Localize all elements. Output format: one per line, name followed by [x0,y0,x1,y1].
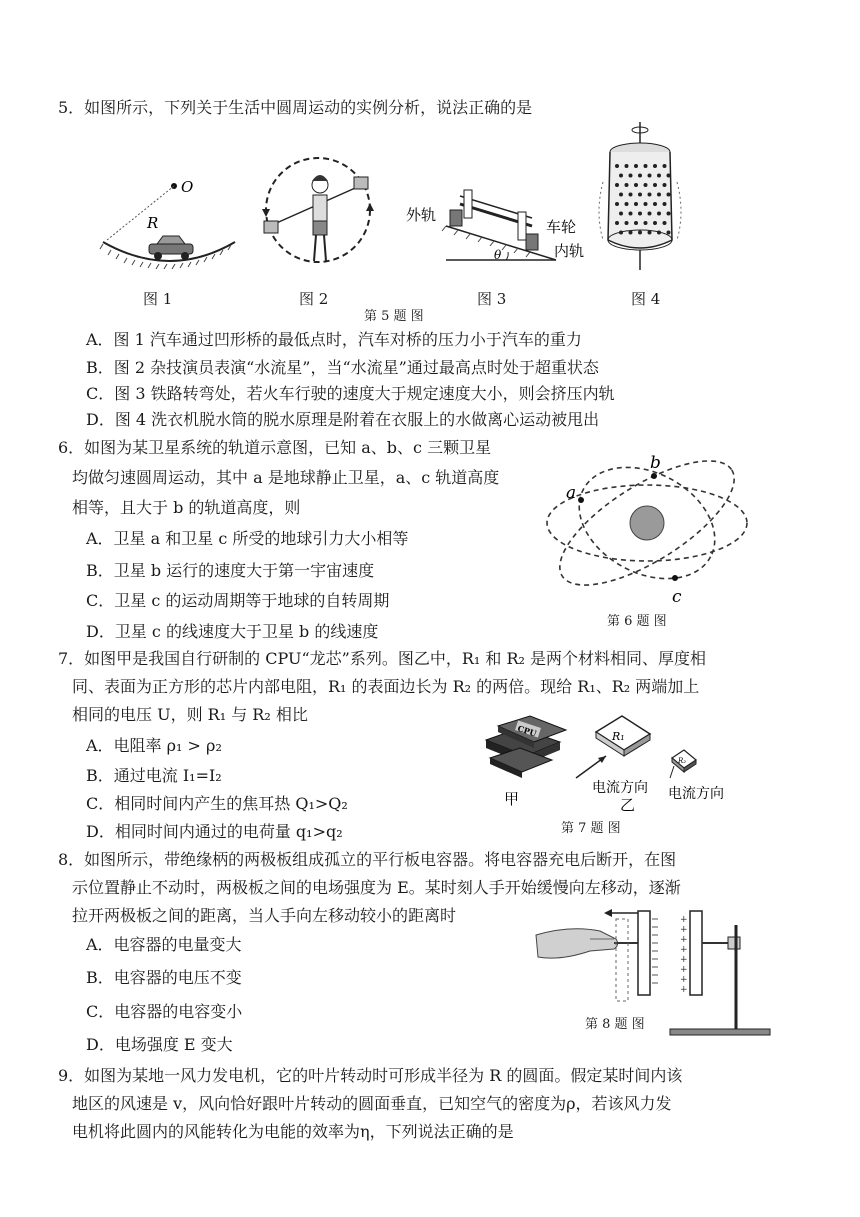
q5-option-a: A．图 1 汽车通过凹形桥的最低点时，汽车对桥的压力小于汽车的重力 [86,330,582,349]
q9-line-1: 9．如图为某地一风力发电机，它的叶片转动时可形成半径为 R 的圆面。假定某时间内该 [58,1066,683,1085]
r2-label: R₂ [678,757,687,765]
drum-hole [667,193,671,197]
q5-figure-4 [595,122,685,272]
orbit-label-b: b [650,453,661,473]
q7-option-d: D．相同时间内通过的电荷量 q₁>q₂ [86,822,343,841]
drum-hole [634,221,638,225]
performer-icon [312,175,328,261]
drum-hole [657,193,661,197]
drum-hole [644,221,648,225]
svg-text:+: + [680,925,688,935]
fig3-wheel-label: 车轮 [546,218,577,236]
cpu-chip-icon [486,716,566,778]
q6-option-a: A．卫星 a 和卫星 c 所受的地球引力大小相等 [86,529,409,548]
svg-text:+: + [680,985,688,995]
fig1-caption: 图 1 [143,290,173,308]
r2-chip-icon [672,750,696,772]
drum-hole [663,164,667,168]
drum-hole [653,221,657,225]
drum-hole [667,212,671,216]
svg-text:+: + [680,965,688,975]
drum-hole [638,193,642,197]
q6-figure-caption: 第 6 题 图 [607,614,667,629]
drum-hole [663,202,667,206]
fig2-caption: 图 2 [299,290,329,308]
drum-hole [648,193,652,197]
drum-hole [615,221,619,225]
drum-hole [619,231,623,235]
drum-hole [625,164,629,168]
drum-hole [648,231,652,235]
drum-hole [619,174,623,178]
drum-hole [629,193,633,197]
cpu-label: CPU [516,723,538,739]
q5-figure-caption: 第 5 题 图 [364,309,424,324]
drum-hole [657,174,661,178]
svg-text:+: + [680,955,688,965]
drum-hole [615,183,619,187]
fig3-caption: 图 3 [477,290,507,308]
drum-hole [619,212,623,216]
q7-line-3: 相同的电压 U，则 R₁ 与 R₂ 相比 [72,705,308,724]
drum-hole [634,164,638,168]
drum-hole [615,164,619,168]
q8-option-b: B．电容器的电压不变 [86,968,242,987]
drum-hole [648,174,652,178]
drum-hole [625,202,629,206]
q8-figure-caption: 第 8 题 图 [585,1017,645,1032]
q8-line-2: 示位置静止不动时，两极板之间的电场强度为 E。某时刻人手开始缓慢向左移动，逐渐 [72,878,681,897]
car-icon [149,236,193,260]
r1-chip-icon [596,716,650,756]
fig3-outer-label: 外轨 [406,206,437,224]
fig3-inner-label: 内轨 [554,242,585,260]
drum-hole [653,164,657,168]
q6-orbit-figure [540,450,770,610]
q5-figure-1 [95,170,245,270]
drum-hole [663,221,667,225]
q5-figure-3 [406,178,596,268]
drum-hole [629,231,633,235]
q5-stem: 5．如图所示，下列关于生活中圆周运动的实例分析，说法正确的是 [58,98,533,117]
drum-hole [653,202,657,206]
drum-hole [644,202,648,206]
svg-text:+: + [680,975,688,985]
drum-hole [638,174,642,178]
hand-icon [536,929,618,958]
fig7-dir-label-1: 电流方向 [592,780,648,796]
drum-hole [634,183,638,187]
drum-hole [663,183,667,187]
fig7-dir-label-2: 电流方向 [668,786,724,802]
orbit-label-a: a [566,483,577,503]
q8-option-d: D．电场强度 E 变大 [86,1035,233,1054]
fig3-theta-label: θ [494,248,502,262]
q7-option-b: B．通过电流 I₁=I₂ [86,766,222,785]
q5-figure-2 [258,155,378,270]
drum-hole [638,212,642,216]
q6-option-c: C．卫星 c 的运动周期等于地球的自转周期 [86,591,390,610]
q7-line-1: 7．如图甲是我国自行研制的 CPU“龙芯”系列。图乙中，R₁ 和 R₂ 是两个材料相同、厚度相 [58,649,707,668]
drum-hole [629,174,633,178]
drum-hole [625,183,629,187]
q7-line-2: 同、表面为正方形的芯片内部电阻，R₁ 的表面边长为 R₂ 的两倍。现给 R₁、R₂ 两端加上 [72,677,700,696]
drum-hole [657,231,661,235]
q7-option-c: C．相同时间内产生的焦耳热 Q₁>Q₂ [86,794,348,813]
drum-hole [648,212,652,216]
q7-option-a: A．电阻率 ρ₁ > ρ₂ [86,736,222,755]
drum-hole [634,202,638,206]
q5-option-c: C．图 3 铁路转弯处，若火车行驶的速度大于规定速度大小，则会挤压内轨 [86,384,615,403]
q8-line-1: 8．如图所示，带绝缘柄的两极板组成孤立的平行板电容器。将电容器充电后断开，在图 [58,850,677,869]
fig1-label-o: O [181,178,194,196]
svg-text:+: + [680,945,688,955]
q5-option-d: D．图 4 洗衣机脱水筒的脱水原理是附着在衣服上的水做离心运动被甩出 [86,410,600,429]
orbit-label-c: c [672,587,682,607]
q9-line-3: 电机将此圆内的风能转化为电能的效率为η，下列说法正确的是 [72,1122,514,1141]
q6-line-3: 相等，且大于 b 的轨道高度，则 [72,498,301,517]
q6-line-1: 6．如图为某卫星系统的轨道示意图，已知 a、b、c 三颗卫星 [58,438,492,457]
drum-hole [667,174,671,178]
drum-hole [625,221,629,225]
drum-hole [644,183,648,187]
svg-text:+: + [680,915,688,925]
q6-option-b: B．卫星 b 运行的速度大于第一宇宙速度 [86,561,375,580]
q6-option-d: D．卫星 c 的线速度大于卫星 b 的线速度 [86,622,379,641]
q8-line-3: 拉开两极板之间的距离，当人手向左移动较小的距离时 [72,906,457,925]
q8-option-c: C．电容器的电容变小 [86,1002,243,1021]
fig7-label-yi: 乙 [620,796,636,814]
fig1-label-r: R [147,214,159,232]
q8-option-a: A．电容器的电量变大 [86,935,242,954]
drum-hole [667,231,671,235]
q8-capacitor-figure [530,905,780,1045]
q5-option-b: B．图 2 杂技演员表演“水流星”，当“水流星”通过最高点时处于超重状态 [86,358,599,377]
q7-figure-caption: 第 7 题 图 [561,821,621,836]
fig7-label-jia: 甲 [504,790,520,808]
q6-line-2: 均做匀速圆周运动，其中 a 是地球静止卫星，a、c 轨道高度 [72,468,500,487]
q9-line-2: 地区的风速是 v，风向恰好跟叶片转动的圆面垂直，已知空气的密度为ρ，若该风力发 [72,1094,672,1113]
r1-label: R₁ [612,730,625,743]
drum-hole [638,231,642,235]
drum-hole [653,183,657,187]
drum-hole [619,193,623,197]
fig4-caption: 图 4 [631,290,661,308]
drum-hole [657,212,661,216]
svg-text:+: + [680,935,688,945]
drum-hole [615,202,619,206]
drum-hole [644,164,648,168]
drum-hole [629,212,633,216]
q7-chip-figure [480,712,740,817]
